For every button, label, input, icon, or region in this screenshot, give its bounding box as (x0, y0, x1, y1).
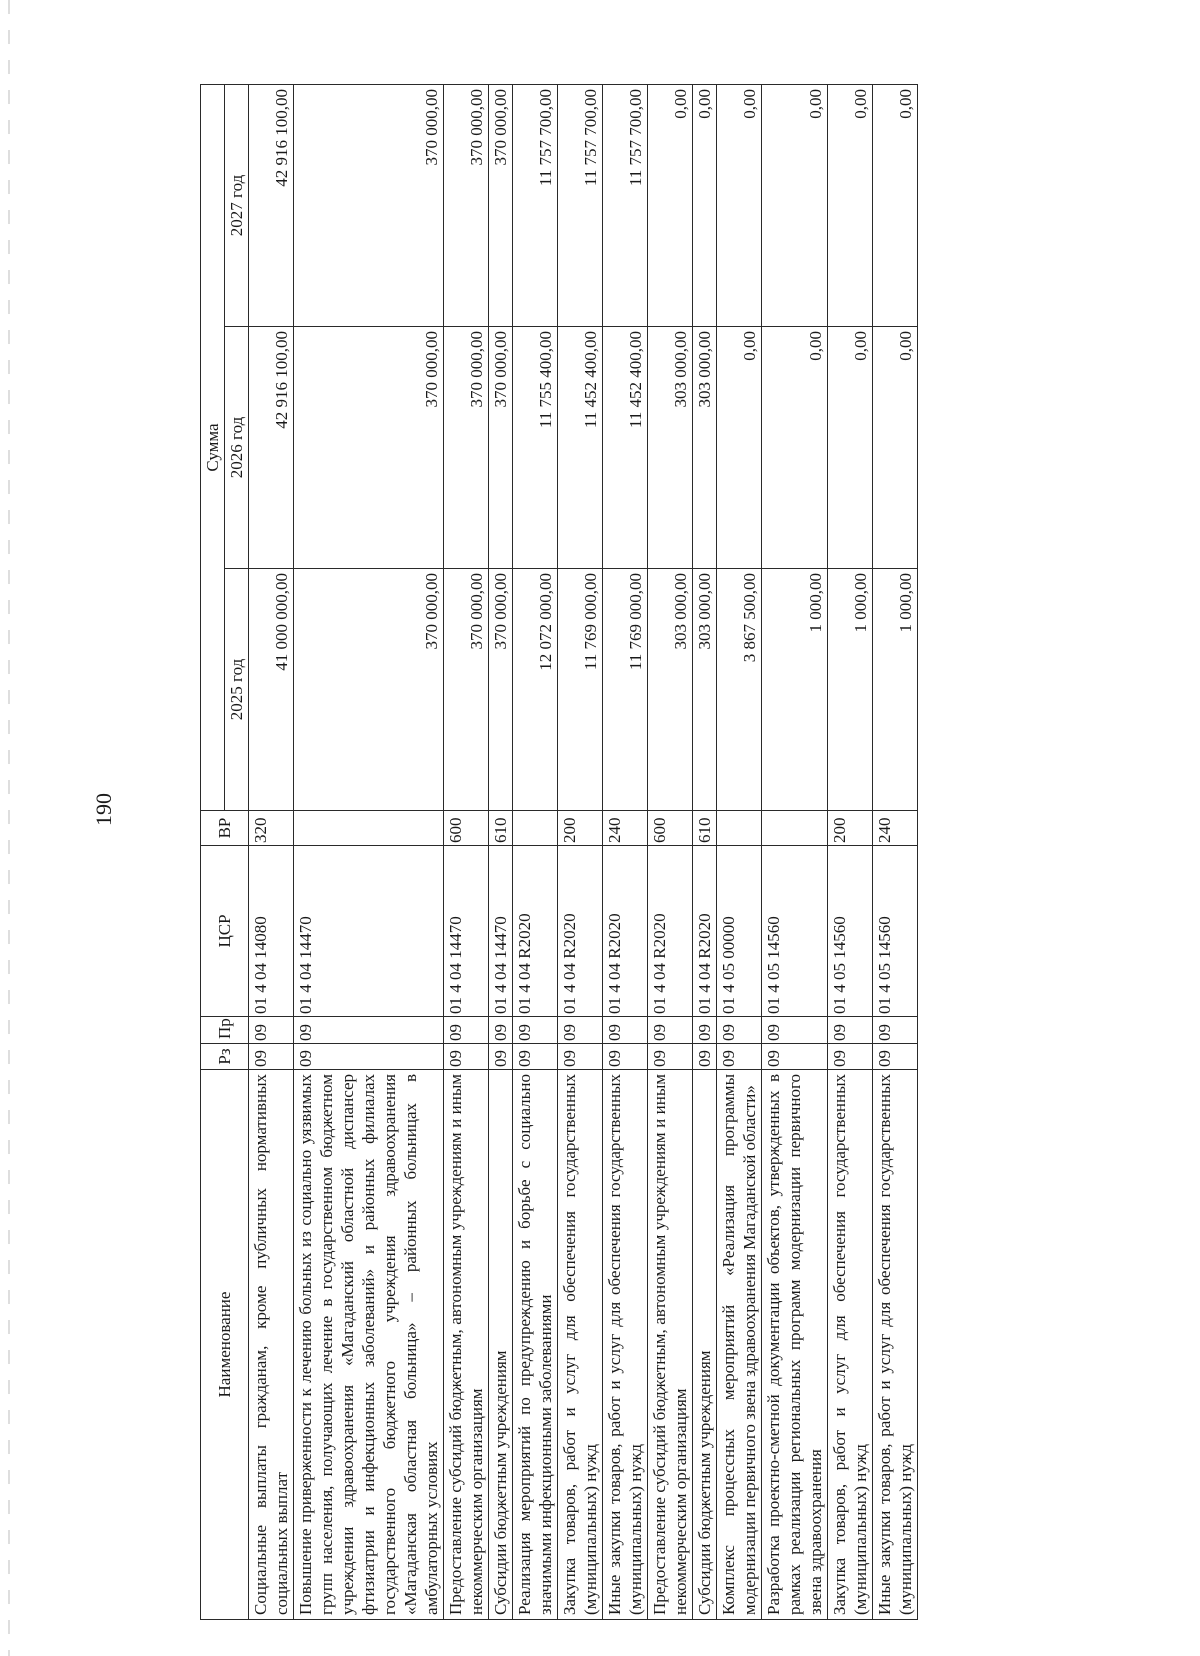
cell-rz: 09 (603, 1044, 648, 1070)
cell-sum-2026: 0,00 (828, 327, 873, 569)
header-year-2025: 2025 год (225, 569, 249, 811)
cell-name: Закупка товаров, работ и услуг для обеспечения государственных (муниципальных) нужд (558, 1070, 603, 1620)
cell-sum-2026: 303 000,00 (648, 327, 693, 569)
cell-vr: 200 (558, 811, 603, 846)
cell-vr (717, 811, 762, 846)
table-row (489, 85, 513, 1620)
cell-sum-2026: 11 452 400,00 (558, 327, 603, 569)
header-name: Наименование (201, 1070, 249, 1620)
cell-name: Иные закупки товаров, работ и услуг для обеспечения государственных (муниципальных) нужд (603, 1070, 648, 1620)
cell-sum-2027: 0,00 (828, 85, 873, 327)
header-sum: Сумма (201, 85, 225, 811)
table-row (603, 85, 648, 1620)
cell-csr: 01 4 05 14560 (828, 846, 873, 1017)
cell-name: Повышение приверженности к лечению больных из социально уязвимых групп населения, получающих лечение в государственном бюджетном учреждении здравоохранения «Магаданский областной диспансер фтизиатрии и инфекционных заболеваний» и районных филиалах государственного бюджетного учреждения здравоохранения «Магаданская областная больница» – районных больницах в амбулаторных условиях (294, 1070, 444, 1620)
cell-rz: 09 (828, 1044, 873, 1070)
cell-sum-2026: 370 000,00 (444, 327, 489, 569)
cell-rz: 09 (249, 1044, 294, 1070)
cell-csr: 01 4 04 14470 (489, 846, 513, 1017)
cell-sum-2027: 11 757 700,00 (558, 85, 603, 327)
table-row (444, 85, 489, 1620)
cell-vr: 240 (603, 811, 648, 846)
cell-name: Предоставление субсидий бюджетным, автономным учреждениям и иным некоммерческим организациям (648, 1070, 693, 1620)
cell-sum-2025: 1 000,00 (873, 569, 918, 811)
cell-csr: 01 4 05 14560 (873, 846, 918, 1017)
cell-pr: 09 (444, 1017, 489, 1044)
cell-rz: 09 (693, 1044, 717, 1070)
cell-sum-2026: 11 755 400,00 (513, 327, 558, 569)
cell-name: Иные закупки товаров, работ и услуг для обеспечения государственных (муниципальных) нужд (873, 1070, 918, 1620)
table-row (648, 85, 693, 1620)
cell-pr: 09 (693, 1017, 717, 1044)
cell-sum-2027: 370 000,00 (489, 85, 513, 327)
page-number: 190 (91, 793, 116, 826)
cell-vr (762, 811, 828, 846)
header-row-top (201, 85, 225, 1620)
cell-sum-2027: 42 916 100,00 (249, 85, 294, 327)
cell-sum-2027: 0,00 (717, 85, 762, 327)
table-row (873, 85, 918, 1620)
cell-vr: 610 (693, 811, 717, 846)
cell-sum-2027: 0,00 (873, 85, 918, 327)
header-pr: Пр (201, 1017, 249, 1044)
cell-csr: 01 4 04 14470 (444, 846, 489, 1017)
cell-csr: 01 4 04 14080 (249, 846, 294, 1017)
cell-vr (513, 811, 558, 846)
table-body (249, 85, 918, 1620)
cell-vr: 240 (873, 811, 918, 846)
cell-csr: 01 4 04 R2020 (558, 846, 603, 1017)
cell-sum-2025: 11 769 000,00 (603, 569, 648, 811)
cell-name: Субсидии бюджетным учреждениям (489, 1070, 513, 1620)
cell-sum-2025: 3 867 500,00 (717, 569, 762, 811)
header-rz: Рз (201, 1044, 249, 1070)
table-row (294, 85, 444, 1620)
cell-rz: 09 (648, 1044, 693, 1070)
cell-sum-2027: 0,00 (648, 85, 693, 327)
scan-edge-marks (8, 0, 10, 1656)
cell-pr: 09 (873, 1017, 918, 1044)
cell-sum-2025: 370 000,00 (294, 569, 444, 811)
budget-table (200, 84, 918, 1620)
cell-name: Социальные выплаты гражданам, кроме публичных нормативных социальных выплат (249, 1070, 294, 1620)
cell-pr: 09 (717, 1017, 762, 1044)
table-row (249, 85, 294, 1620)
cell-rz: 09 (762, 1044, 828, 1070)
cell-csr: 01 4 04 R2020 (603, 846, 648, 1017)
cell-vr: 320 (249, 811, 294, 846)
cell-vr (294, 811, 444, 846)
cell-pr: 09 (828, 1017, 873, 1044)
cell-vr: 600 (648, 811, 693, 846)
cell-sum-2027: 0,00 (762, 85, 828, 327)
cell-sum-2027: 11 757 700,00 (513, 85, 558, 327)
cell-sum-2025: 1 000,00 (828, 569, 873, 811)
cell-pr: 09 (558, 1017, 603, 1044)
cell-sum-2026: 303 000,00 (693, 327, 717, 569)
cell-sum-2026: 0,00 (873, 327, 918, 569)
table-row (513, 85, 558, 1620)
cell-csr: 01 4 05 14560 (762, 846, 828, 1017)
budget-table-container (200, 85, 1120, 1620)
header-vr: ВР (201, 811, 249, 846)
cell-csr: 01 4 04 R2020 (648, 846, 693, 1017)
table-row (558, 85, 603, 1620)
cell-name: Предоставление субсидий бюджетным, автономным учреждениям и иным некоммерческим организациям (444, 1070, 489, 1620)
cell-rz: 09 (294, 1044, 444, 1070)
cell-vr: 200 (828, 811, 873, 846)
cell-pr: 09 (249, 1017, 294, 1044)
cell-rz: 09 (489, 1044, 513, 1070)
cell-pr: 09 (603, 1017, 648, 1044)
table-row (717, 85, 762, 1620)
cell-sum-2026: 0,00 (717, 327, 762, 569)
cell-csr: 01 4 04 R2020 (513, 846, 558, 1017)
cell-sum-2026: 0,00 (762, 327, 828, 569)
cell-rz: 09 (513, 1044, 558, 1070)
cell-rz: 09 (873, 1044, 918, 1070)
cell-sum-2027: 370 000,00 (444, 85, 489, 327)
table-row (762, 85, 828, 1620)
cell-pr: 09 (489, 1017, 513, 1044)
cell-pr: 09 (513, 1017, 558, 1044)
cell-sum-2027: 0,00 (693, 85, 717, 327)
cell-sum-2025: 11 769 000,00 (558, 569, 603, 811)
header-csr: ЦСР (201, 846, 249, 1017)
header-year-2026: 2026 год (225, 327, 249, 569)
cell-sum-2025: 1 000,00 (762, 569, 828, 811)
table-row (828, 85, 873, 1620)
cell-vr: 610 (489, 811, 513, 846)
cell-name: Субсидии бюджетным учреждениям (693, 1070, 717, 1620)
cell-sum-2026: 370 000,00 (294, 327, 444, 569)
table-row (693, 85, 717, 1620)
cell-sum-2027: 370 000,00 (294, 85, 444, 327)
cell-sum-2025: 303 000,00 (648, 569, 693, 811)
cell-sum-2026: 11 452 400,00 (603, 327, 648, 569)
cell-rz: 09 (717, 1044, 762, 1070)
cell-sum-2025: 303 000,00 (693, 569, 717, 811)
cell-vr: 600 (444, 811, 489, 846)
cell-pr: 09 (294, 1017, 444, 1044)
cell-name: Реализация мероприятий по предупреждению и борьбе с социально значимыми инфекционными заболеваниями (513, 1070, 558, 1620)
cell-name: Разработка проектно-сметной документации объектов, утвержденных в рамках реализации региональных программ модернизации первичного звена здравоохранения (762, 1070, 828, 1620)
cell-sum-2025: 370 000,00 (444, 569, 489, 811)
cell-pr: 09 (648, 1017, 693, 1044)
header-year-2027: 2027 год (225, 85, 249, 327)
cell-rz: 09 (558, 1044, 603, 1070)
cell-sum-2027: 11 757 700,00 (603, 85, 648, 327)
cell-csr: 01 4 05 00000 (717, 846, 762, 1017)
cell-sum-2025: 41 000 000,00 (249, 569, 294, 811)
cell-sum-2026: 42 916 100,00 (249, 327, 294, 569)
cell-rz: 09 (444, 1044, 489, 1070)
cell-name: Закупка товаров, работ и услуг для обеспечения государственных (муниципальных) нужд (828, 1070, 873, 1620)
cell-csr: 01 4 04 14470 (294, 846, 444, 1017)
cell-sum-2025: 370 000,00 (489, 569, 513, 811)
cell-sum-2025: 12 072 000,00 (513, 569, 558, 811)
cell-name: Комплекс процессных мероприятий «Реализация программы модернизации первичного звена здравоохранения Магаданской области» (717, 1070, 762, 1620)
cell-csr: 01 4 04 R2020 (693, 846, 717, 1017)
cell-sum-2026: 370 000,00 (489, 327, 513, 569)
cell-pr: 09 (762, 1017, 828, 1044)
